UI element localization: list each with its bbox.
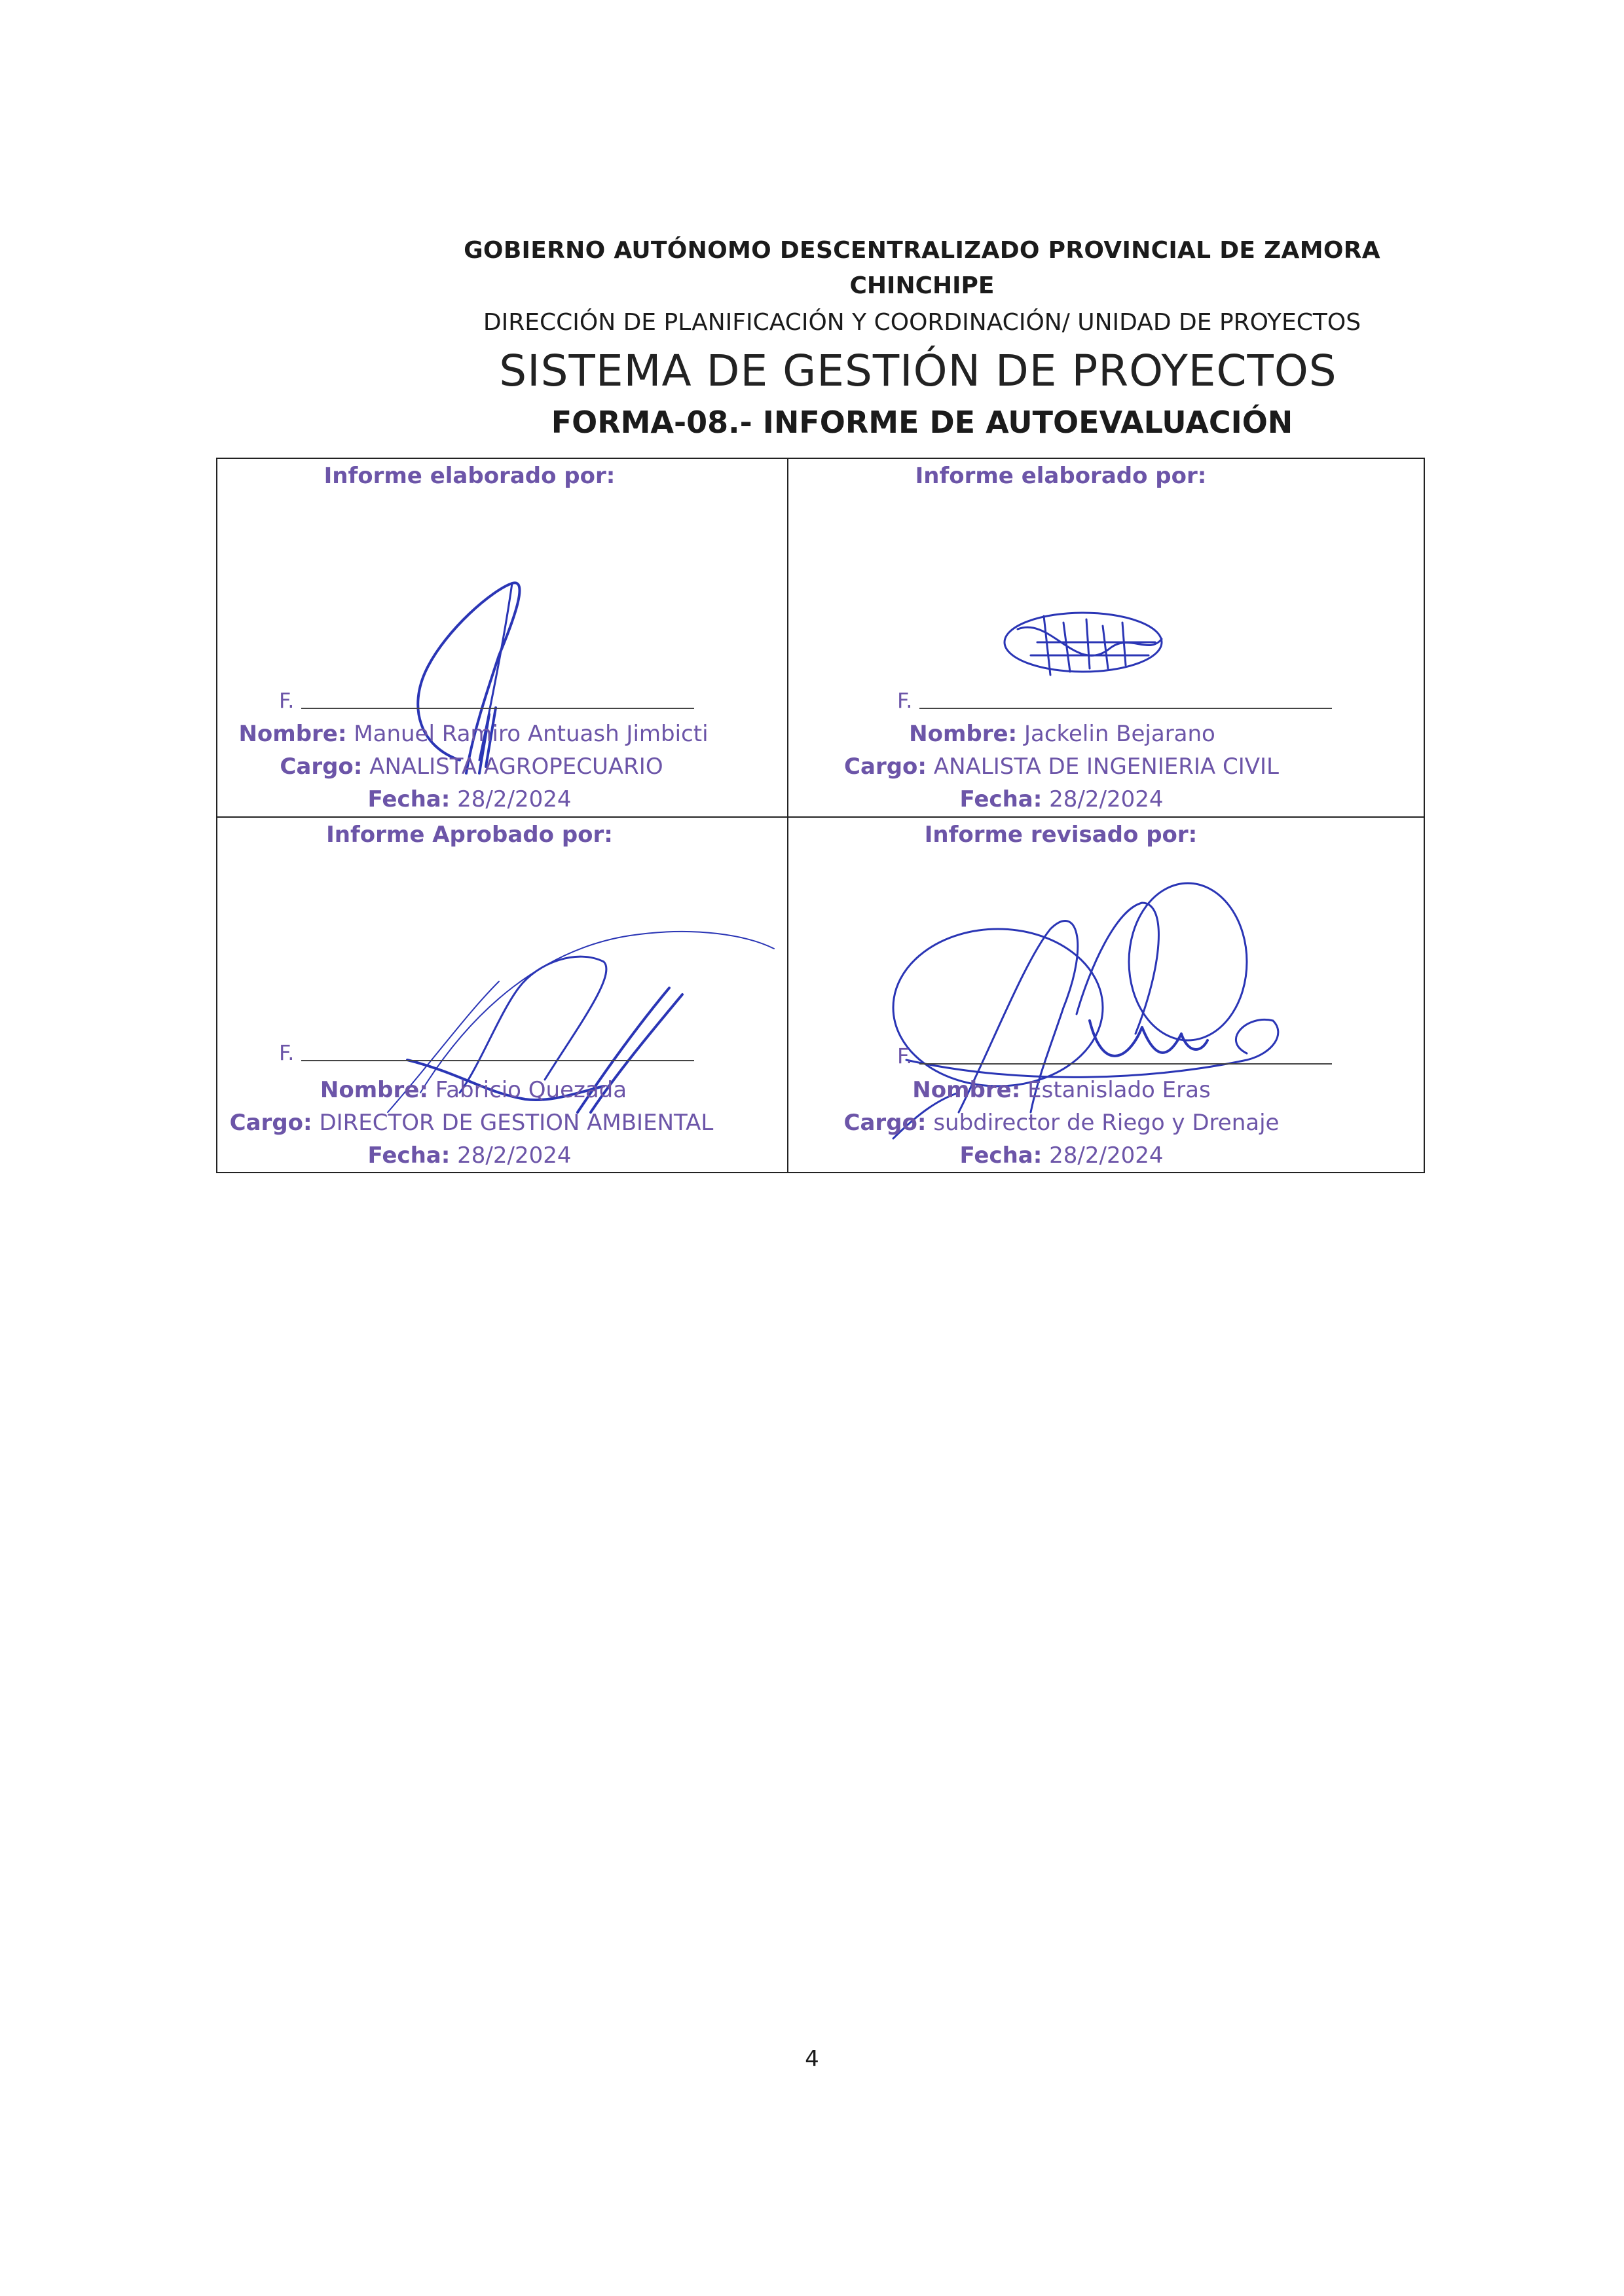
cell-title: Informe elaborado por: [323, 463, 616, 489]
cargo-value: ANALISTA AGROPECUARIO [369, 754, 663, 780]
signature-table [216, 458, 1425, 1173]
fecha-row: Fecha: 28/2/2024 [367, 1142, 572, 1169]
nombre-value: Manuel Ramiro Antuash Jimbicti [354, 721, 709, 747]
page-number: 4 [805, 2046, 819, 2072]
signature-cell-elaborado-2 [788, 459, 1424, 818]
header-system-title: SISTEMA DE GESTIÓN DE PROYECTOS [499, 346, 1337, 396]
cargo-row: Cargo: subdirector de Riego y Drenaje [843, 1110, 1280, 1136]
nombre-value: Jackelin Bejarano [1024, 721, 1215, 747]
nombre-row: Nombre: Manuel Ramiro Antuash Jimbicti [238, 721, 709, 747]
cell-title: Informe Aprobado por: [326, 822, 613, 848]
fecha-row: Fecha: 28/2/2024 [959, 786, 1164, 812]
cargo-value: DIRECTOR DE GESTION AMBIENTAL [319, 1110, 714, 1136]
fecha-value: 28/2/2024 [1049, 1142, 1164, 1169]
cargo-value: ANALISTA DE INGENIERIA CIVIL [933, 754, 1279, 780]
header-form-title: FORMA-08.- INFORME DE AUTOEVALUACIÓN [551, 405, 1293, 440]
cell-title: Informe revisado por: [924, 822, 1198, 848]
signature-line: F. [897, 1044, 1356, 1068]
cargo-value: subdirector de Riego y Drenaje [933, 1110, 1280, 1136]
nombre-value: Estanislado Eras [1027, 1077, 1211, 1103]
signature-line: F. [279, 688, 737, 713]
signature-line: F. [279, 1040, 737, 1065]
nombre-value: Fabricio Quezada [435, 1077, 627, 1103]
nombre-row: Nombre: Jackelin Bejarano [909, 721, 1215, 747]
nombre-row: Nombre: Fabricio Quezada [320, 1077, 627, 1103]
header-department: DIRECCIÓN DE PLANIFICACIÓN Y COORDINACIÓN/ UNIDAD DE PROYECTOS [483, 309, 1361, 336]
signature-image [998, 603, 1168, 688]
header-institution-cont: CHINCHIPE [849, 272, 995, 299]
cargo-row: Cargo: ANALISTA AGROPECUARIO [280, 754, 663, 780]
cargo-row: Cargo: ANALISTA DE INGENIERIA CIVIL [844, 754, 1279, 780]
signature-image [880, 864, 1338, 1152]
cell-title: Informe elaborado por: [915, 463, 1207, 489]
fecha-value: 28/2/2024 [1049, 786, 1164, 812]
fecha-row: Fecha: 28/2/2024 [959, 1142, 1164, 1169]
fecha-value: 28/2/2024 [457, 786, 572, 812]
header-institution: GOBIERNO AUTÓNOMO DESCENTRALIZADO PROVINCIAL DE ZAMORA [464, 237, 1380, 264]
fecha-value: 28/2/2024 [457, 1142, 572, 1169]
cargo-row: Cargo: DIRECTOR DE GESTION AMBIENTAL [229, 1110, 714, 1136]
signature-line: F. [897, 688, 1356, 713]
signature-cell-revisado [788, 818, 1424, 1172]
nombre-row: Nombre: Estanislado Eras [912, 1077, 1211, 1103]
fecha-row: Fecha: 28/2/2024 [367, 786, 572, 812]
